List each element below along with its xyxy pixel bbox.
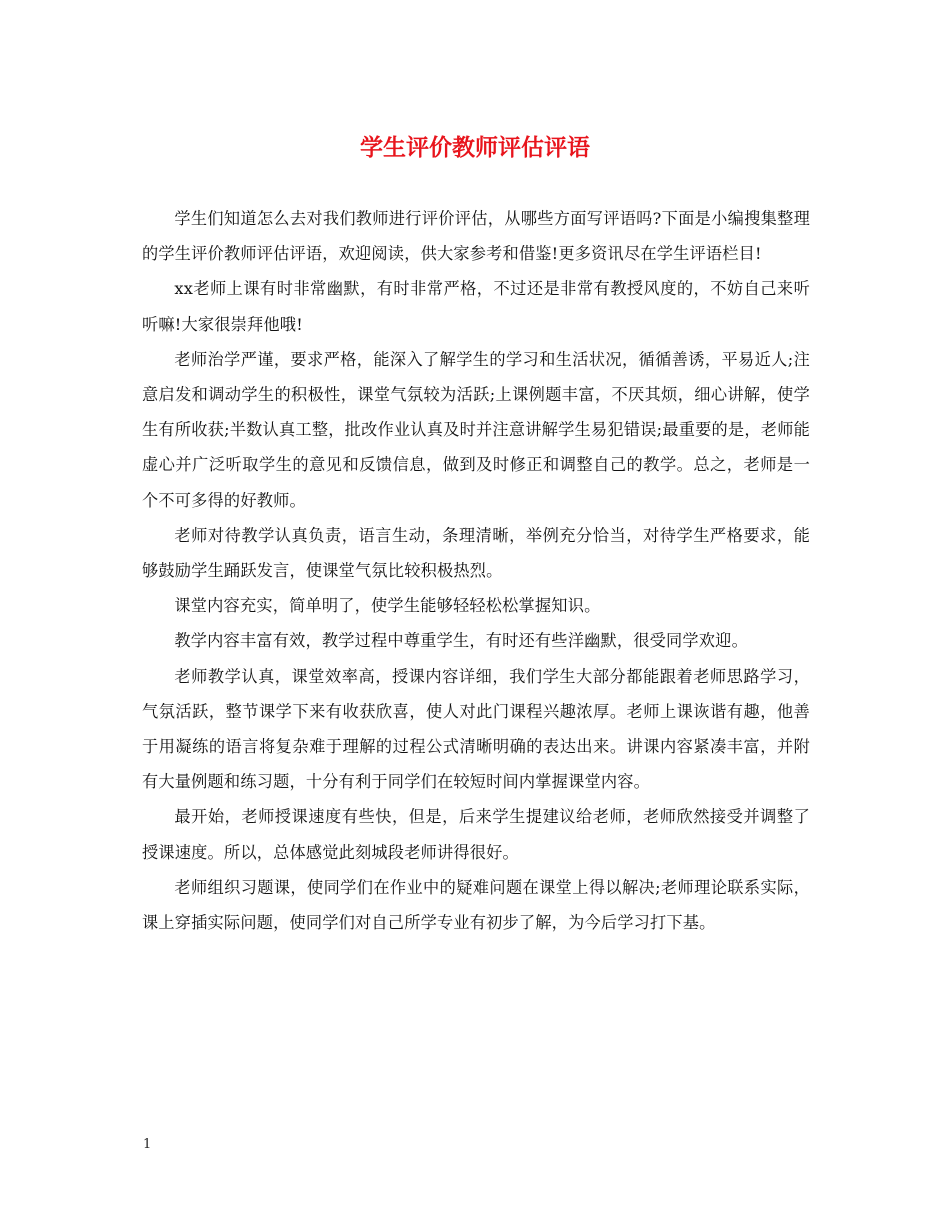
paragraph-comment: xx老师上课有时非常幽默，有时非常严格，不过还是非常有教授风度的，不妨自己来听听嘛!大家很崇拜他哦! [142,279,810,334]
paragraph-comment: 最开始，老师授课速度有些快，但是，后来学生提建议给老师，老师欣然接受并调整了授课速度。所以，总体感觉此刻城段老师讲得很好。 [142,807,810,862]
document-body [142,201,810,940]
paragraph-comment: 教学内容丰富有效，教学过程中尊重学生，有时还有些洋幽默，很受同学欢迎。 [174,631,748,651]
paragraph-comment: 课堂内容充实，简单明了，使学生能够轻轻松松掌握知识。 [174,596,601,616]
paragraph-intro: 学生们知道怎么去对我们教师进行评价评估，从哪些方面写评语吗?下面是小编搜集整理的学生评价教师评估评语，欢迎阅读，供大家参考和借鉴!更多资讯尽在学生评语栏目! [142,209,810,264]
paragraph-comment: 老师组织习题课，使同学们在作业中的疑难问题在课堂上得以解决;老师理论联系实际，课上穿插实际问题，使同学们对自己所学专业有初步了解，为今后学习打下基。 [142,877,810,933]
document-title: 学生评价教师评估评语 [360,134,590,161]
paragraph-comment: 老师教学认真，课堂效率高，授课内容详细，我们学生大部分都能跟着老师思路学习，气氛活跃，整节课学下来有收获欣喜，使人对此门课程兴趣浓厚。老师上课诙谐有趣，他善于用凝练的语言将复杂难于理解的过程公式清晰明确的表达出来。讲课内容紧凑丰富，并附有大量例题和练习题，十分有利于同学们在较短时间内掌握课堂内容。 [142,666,810,792]
paragraph-comment: 老师对待教学认真负责，语言生动，条理清晰，举例充分恰当，对待学生严格要求，能够鼓励学生踊跃发言，使课堂气氛比较积极热烈。 [142,525,810,581]
paragraph-comment: 老师治学严谨，要求严格，能深入了解学生的学习和生活状况，循循善诱，平易近人;注意启发和调动学生的积极性，课堂气氛较为活跃;上课例题丰富，不厌其烦，细心讲解，使学生有所收获;半数认真工整，批改作业认真及时并注意讲解学生易犯错误;最重要的是，老师能虚心并广泛听取学生的意见和反馈信息，做到及时修正和调整自己的教学。总之，老师是一个不可多得的好教师。 [142,349,810,510]
page-number: 1 [143,1137,152,1152]
